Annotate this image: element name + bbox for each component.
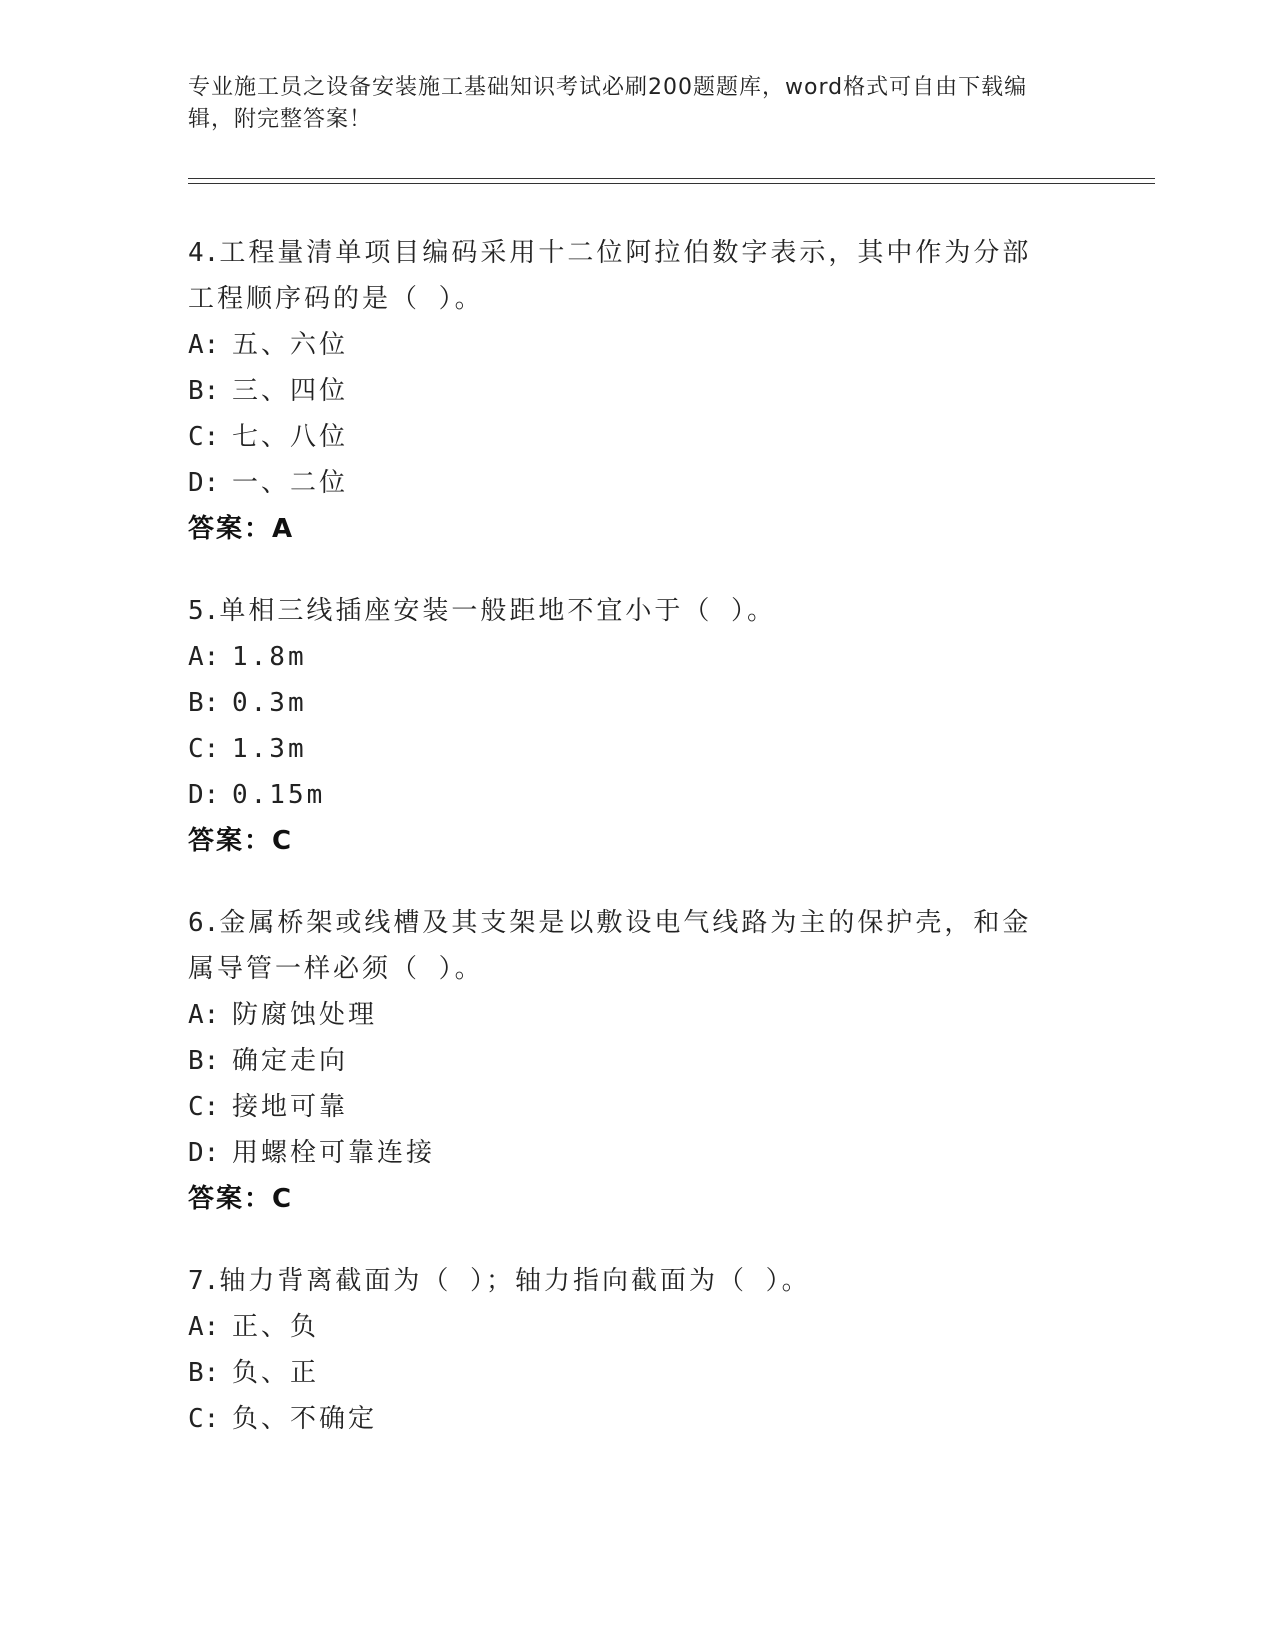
question-body: 单相三线插座安装一般距地不宜小于（ ）。 xyxy=(219,596,776,626)
option-text: 负、不确定 xyxy=(232,1404,378,1434)
option-d xyxy=(188,460,1088,506)
option-text: 确定走向 xyxy=(232,1046,349,1076)
question-4 xyxy=(188,230,1088,552)
header-rule-bottom xyxy=(188,183,1155,184)
option-text: 正、负 xyxy=(232,1312,320,1342)
question-6 xyxy=(188,900,1088,1222)
option-a xyxy=(188,634,1088,680)
option-d xyxy=(188,1130,1088,1176)
option-key: D: xyxy=(188,780,220,810)
question-list xyxy=(188,230,1088,1478)
option-b xyxy=(188,1350,1088,1396)
option-text: 0.3m xyxy=(232,688,307,718)
option-d xyxy=(188,772,1088,818)
answer-label: 答案：A xyxy=(188,514,295,544)
option-key: A: xyxy=(188,330,220,360)
option-key: A: xyxy=(188,1312,220,1342)
header-rule-top xyxy=(188,178,1155,179)
question-body: 金属桥架或线槽及其支架是以敷设电气线路为主的保护壳，和金属导管一样必须（ ）。 xyxy=(188,908,1032,984)
option-key: A: xyxy=(188,1000,220,1030)
question-text xyxy=(188,588,1048,634)
option-text: 防腐蚀处理 xyxy=(232,1000,378,1030)
question-number: 6. xyxy=(188,908,220,938)
question-number: 7. xyxy=(188,1266,220,1296)
option-key: D: xyxy=(188,1138,220,1168)
option-key: C: xyxy=(188,1404,220,1434)
option-key: C: xyxy=(188,734,220,764)
answer-label: 答案：C xyxy=(188,826,294,856)
question-7 xyxy=(188,1258,1088,1442)
option-key: C: xyxy=(188,422,220,452)
option-b xyxy=(188,368,1088,414)
option-a xyxy=(188,322,1088,368)
option-c xyxy=(188,414,1088,460)
question-text xyxy=(188,230,1048,322)
question-body: 工程量清单项目编码采用十二位阿拉伯数字表示，其中作为分部工程顺序码的是（ ）。 xyxy=(188,238,1032,314)
option-key: C: xyxy=(188,1092,220,1122)
question-number: 5. xyxy=(188,596,220,626)
option-text: 五、六位 xyxy=(232,330,349,360)
option-c xyxy=(188,1084,1088,1130)
option-a xyxy=(188,1304,1088,1350)
option-c xyxy=(188,1396,1088,1442)
option-key: B: xyxy=(188,688,220,718)
option-text: 1.8m xyxy=(232,642,307,672)
option-b xyxy=(188,680,1088,726)
option-text: 七、八位 xyxy=(232,422,349,452)
option-text: 接地可靠 xyxy=(232,1092,349,1122)
option-text: 0.15m xyxy=(232,780,326,810)
option-key: B: xyxy=(188,376,220,406)
option-key: B: xyxy=(188,1358,220,1388)
option-b xyxy=(188,1038,1088,1084)
document-header: 专业施工员之设备安装施工基础知识考试必刷200题题库，word格式可自由下载编辑，附完整答案！ xyxy=(188,75,1028,132)
option-text: 一、二位 xyxy=(232,468,349,498)
option-text: 三、四位 xyxy=(232,376,349,406)
option-key: B: xyxy=(188,1046,220,1076)
option-a xyxy=(188,992,1088,1038)
option-key: D: xyxy=(188,468,220,498)
question-text xyxy=(188,900,1048,992)
option-text: 1.3m xyxy=(232,734,307,764)
question-number: 4. xyxy=(188,238,220,268)
option-text: 用螺栓可靠连接 xyxy=(232,1138,436,1168)
option-c xyxy=(188,726,1088,772)
answer-label: 答案：C xyxy=(188,1184,294,1214)
question-text xyxy=(188,1258,1048,1304)
option-text: 负、正 xyxy=(232,1358,320,1388)
question-body: 轴力背离截面为（ ）；轴力指向截面为（ ）。 xyxy=(219,1266,811,1296)
question-5 xyxy=(188,588,1088,864)
option-key: A: xyxy=(188,642,220,672)
